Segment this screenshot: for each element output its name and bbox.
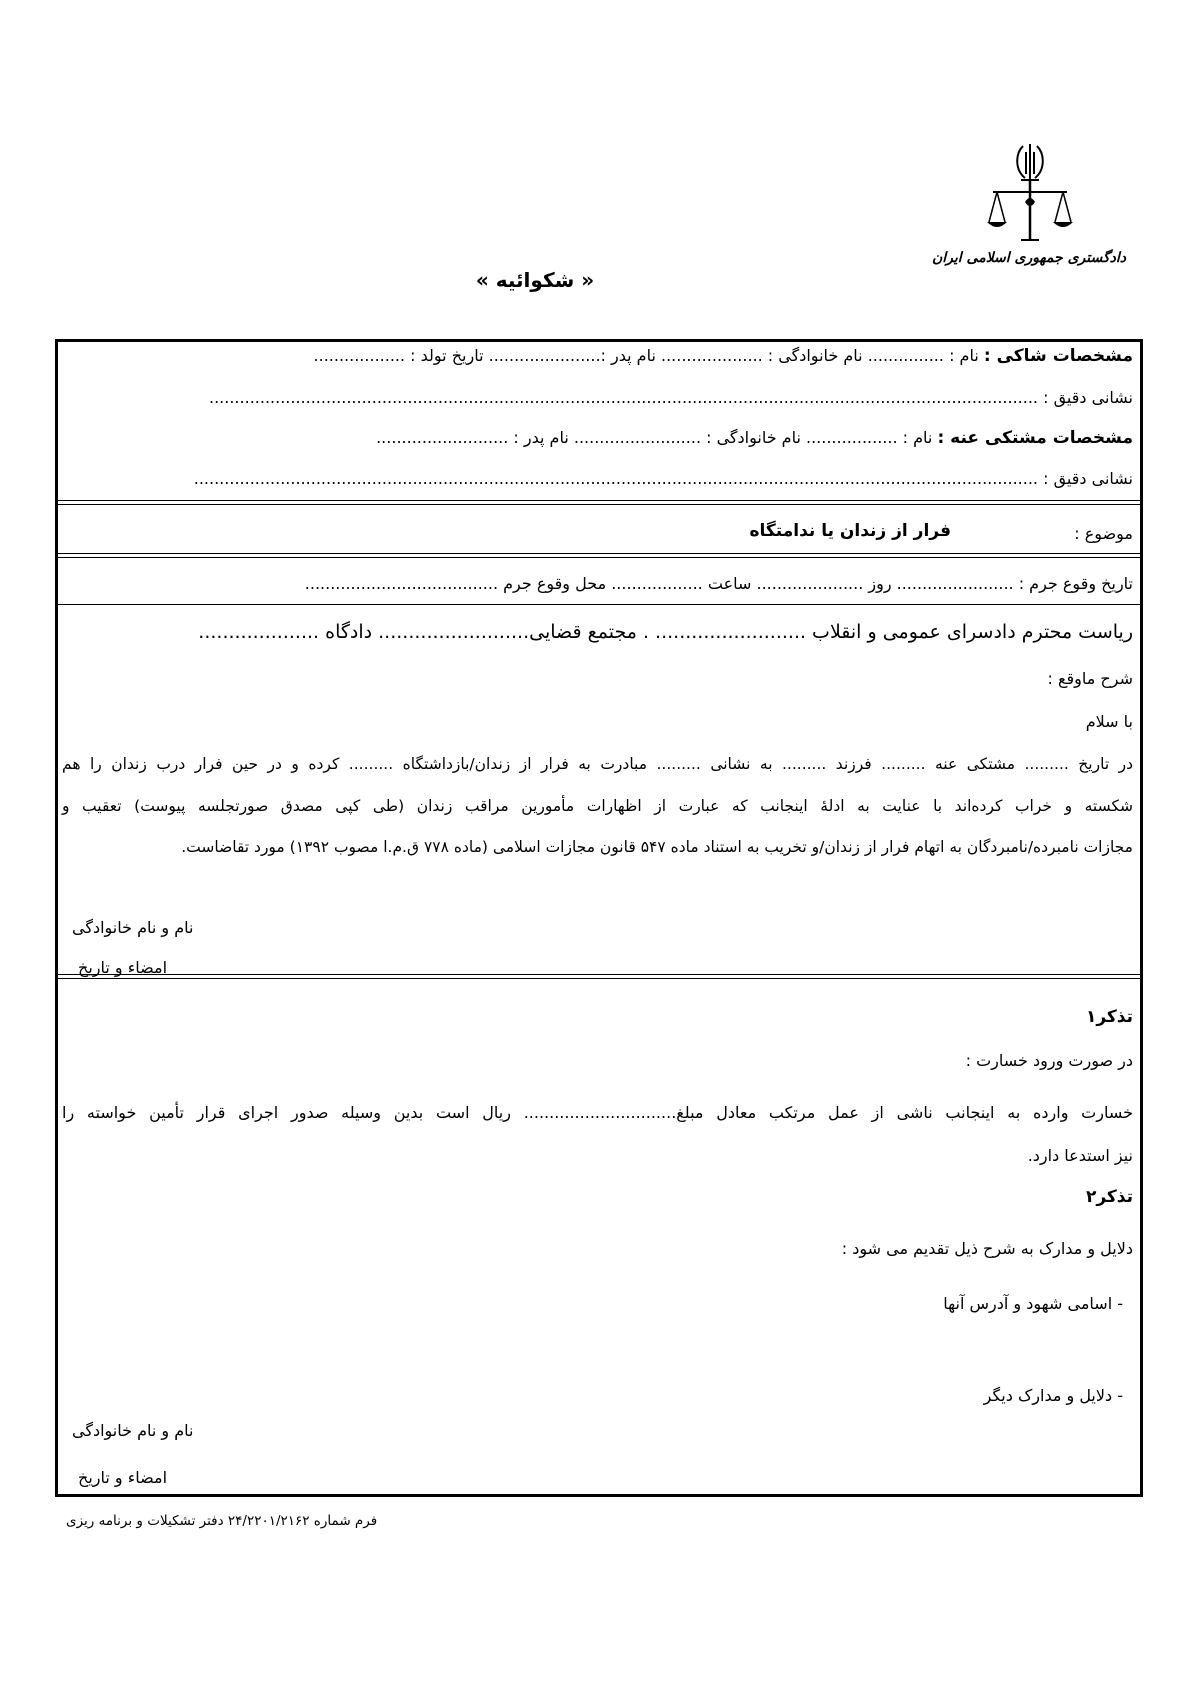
defendant-section [62,427,1133,449]
judiciary-emblem [930,140,1130,290]
evidence-item-other: - دلایل و مدارک دیگر [983,1386,1123,1405]
complainant-section [62,345,1133,367]
separator [55,500,1143,505]
greeting: با سلام [1085,712,1133,731]
defendant-heading: مشخصات مشتکی عنه : [937,428,1133,448]
separator [55,553,1143,558]
description-label: شرح ماوقع : [1047,669,1133,688]
complainant-address: نشانی دقیق : ................................................................................................................................................................... [209,388,1133,407]
complainant-heading: مشخصات شاکی : [983,346,1133,366]
note1-line: نیز استدعا دارد. [1027,1146,1133,1165]
complainant-fields: نام : ............... نام خانوادگی : .................... نام پدر :...................... تاریخ تولد : .................. [313,346,979,365]
incident-details: تاریخ وقوع جرم : ....................... روز ..................... ساعت .................. محل وقوع جرم ...................................... [304,574,1133,593]
subject-value: فرار از زندان یا ندامتگاه [749,521,951,541]
signature-name: نام و نام خانوادگی [72,1421,194,1440]
form-number: فرم شماره ۲۴/۲۲۰۱/۲۱۶۲ دفتر تشکیلات و برنامه ریزی [66,1513,378,1529]
form-title: « شکوائیه » [475,268,595,292]
subject-label: موضوع : [1074,524,1133,543]
signature-name: نام و نام خانوادگی [72,918,194,937]
note1-intro: در صورت ورود خسارت : [965,1051,1133,1070]
scales-of-justice-icon [985,140,1075,250]
paragraph-line: در تاریخ ......... مشتکی عنه ......... فرزند ......... به نشانی ......... مبادرت به فرار از زندان/بازداشتگاه ......... کرده و در حین فرار درب زندان را هم [62,755,1133,773]
separator [55,974,1143,979]
separator [55,604,1143,605]
note1-line: خسارت وارده به اینجانب ناشی از عمل مرتکب معادل مبلغ.............................. ریال است بدین وسیله صدور اجرای قرار تأمین خواسته را [62,1103,1133,1122]
form-frame [55,339,1143,1497]
note1-title: تذکر۱ [1085,1007,1133,1027]
paragraph-line: شکسته و خراب کرده‌اند با عنایت به ادلهٔ اینجانب که عبارت از اظهارات مأمورین مراقب زندان (طی کپی مصدق صورتجلسه پیوست) تعقیب و [62,797,1133,815]
salutation: ریاست محترم دادسرای عمومی و انقلاب ......................... . مجتمع قضایی......................... دادگاه .................... [198,621,1133,643]
evidence-item-witnesses: - اسامی شهود و آدرس آنها [943,1294,1123,1313]
defendant-address: نشانی دقیق : ...................................................................................................................................................................... [193,469,1133,488]
note2-title: تذکر۲ [1085,1187,1133,1207]
organization-name: دادگستری جمهوری اسلامی ایران [931,250,1126,266]
paragraph-line: مجازات نامبرده/نامبردگان به اتهام فرار از زندان/و تخریب به استناد ماده ۵۴۷ قانون مجازات اسلامی (ماده ۷۷۸ ق.م.ا مصوب ۱۳۹۲) مورد تقاضاست. [181,838,1133,856]
note2-intro: دلایل و مدارک به شرح ذیل تقدیم می شود : [841,1239,1133,1258]
signature-date: امضاء و تاریخ [78,958,168,977]
defendant-fields: نام : .................. نام خانوادگی : ......................... نام پدر : .......................... [376,428,933,447]
signature-date: امضاء و تاریخ [78,1468,168,1487]
